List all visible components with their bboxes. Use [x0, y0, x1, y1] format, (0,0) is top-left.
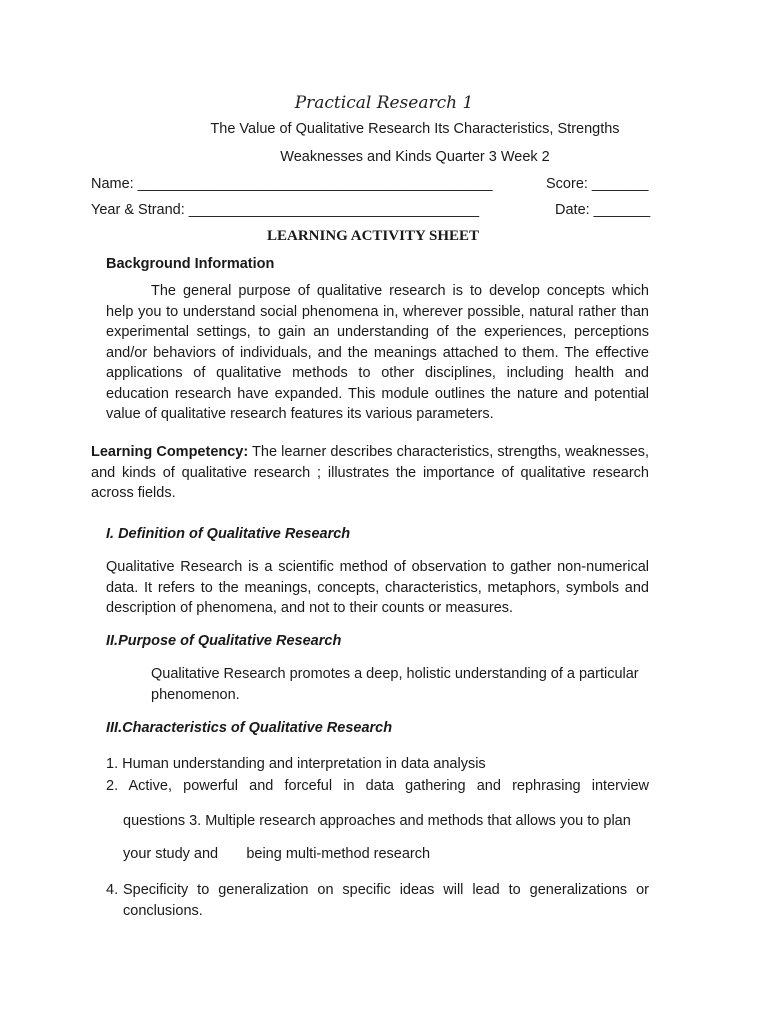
learning-competency	[91, 442, 649, 504]
date-field: Date: _______	[555, 202, 651, 218]
name-field: Name: ____________________________________________	[91, 176, 493, 192]
section1-paragraph: Qualitative Research is a scientific method of observation to gather non-numerical data. It refers to the meanings, concepts, characteristics, metaphors, symbols and description of phenomena, and not to their counts or measures.	[106, 559, 649, 616]
section1-heading: I. Definition of Qualitative Research	[106, 526, 351, 542]
document-subtitle-line2: Weaknesses and Kinds Quarter 3 Week 2	[280, 149, 550, 165]
score-field: Score: _______	[546, 176, 649, 192]
list-item-4: Specificity to generalization on specific ideas will lead to generalizations or conclusions.	[123, 882, 649, 919]
list-item-4-number: 4.	[106, 882, 119, 898]
year-strand-field: Year & Strand: ____________________________________	[91, 202, 480, 218]
competency-text: The learner describes characteristics, strengths, weaknesses, and kinds of qualitative research ; illustrates the importance of qualitative research across fields.	[91, 444, 649, 501]
list-item-2: 2. Active, powerful and forceful in data gathering and rephrasing interview	[106, 778, 649, 794]
section3-heading: III.Characteristics of Qualitative Research	[106, 720, 393, 736]
section2-paragraph: Qualitative Research promotes a deep, holistic understanding of a particular phenomenon.	[151, 666, 639, 703]
section2-heading: II.Purpose of Qualitative Research	[106, 633, 342, 649]
document-subtitle-line1: The Value of Qualitative Research Its Characteristics, Strengths	[210, 121, 620, 137]
list-item-3-continuation: your study and being multi-method research	[123, 846, 431, 862]
competency-label: Learning Competency:	[91, 444, 249, 460]
background-paragraph: The general purpose of qualitative research is to develop concepts which help you to understand social phenomena in, wherever possible, natural rather than experimental settings, to gain an understanding of the experiences, perceptions and/or behaviors of individuals, and the meanings attached to them. The effective applications of qualitative methods to other disciplines, including health and education research have expanded. This module outlines the nature and potential value of qualitative research features its various parameters.	[106, 283, 649, 422]
list-item-1: 1. Human understanding and interpretation in data analysis	[106, 756, 486, 772]
list-item-2-continuation: questions 3. Multiple research approaches and methods that allows you to plan	[123, 813, 631, 829]
background-heading: Background Information	[106, 256, 275, 272]
document-title: Practical Research 1	[294, 93, 474, 113]
sheet-title: LEARNING ACTIVITY SHEET	[267, 228, 479, 244]
